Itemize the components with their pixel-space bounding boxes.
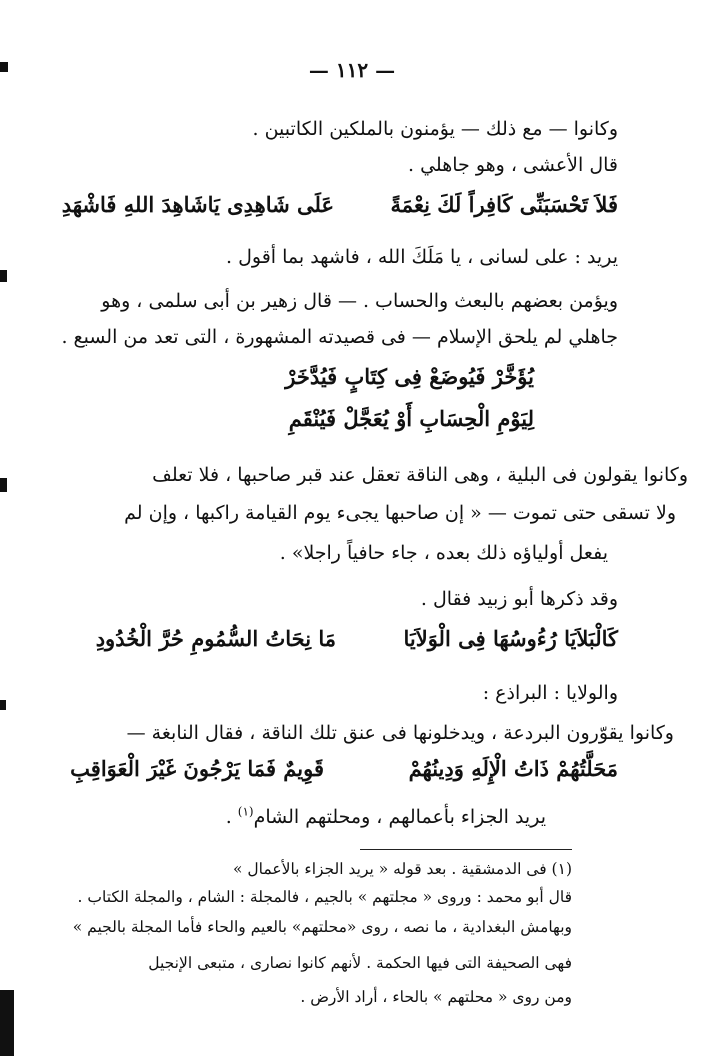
body-line-5: جاهلي لم يلحق الإسلام — فى قصيدته المشهورة ، التى تعد من السبع . bbox=[61, 326, 618, 348]
body-line-11: وكانوا يقوّرون البردعة ، ويدخلونها فى عنق تلك الناقة ، فقال النابغة — bbox=[126, 722, 674, 744]
body-line-12 bbox=[226, 802, 546, 832]
footnote-line-4: فهى الصحيفة التى فيها الحكمة . لأنهم كانوا نصارى ، متبعى الإنجيل bbox=[148, 954, 572, 972]
scan-edge-mark bbox=[0, 990, 14, 1056]
verse-1-first-hemistich: فَلاَ تَحْسَبَنِّى كَافِراً لَكَ نِعْمَةً bbox=[390, 192, 618, 217]
body-line-2: قال الأعشى ، وهو جاهلي . bbox=[408, 154, 618, 176]
footnote-separator bbox=[360, 849, 572, 850]
footnote-line-3: وبهامش البغدادية ، ما نصه ، روى «محلتهم» بالعيم والحاء فأما المجلة بالجيم » bbox=[72, 918, 572, 936]
verse-2-first-line: يُؤَخَّرْ فَيُوضَعْ فِى كِتَابٍ فَيُدَّخَرْ bbox=[285, 364, 534, 389]
scan-edge-mark bbox=[0, 478, 7, 492]
verse-4-first-hemistich: مَحَلَّتُهُمْ ذَاتُ الْإِلَهِ وَدِينُهُمْ bbox=[408, 756, 618, 781]
footnote-reference: (١) bbox=[237, 804, 254, 819]
page-number: — ١١٢ — bbox=[308, 58, 396, 82]
body-line-7: ولا تسقى حتى تموت — « إن صاحبها يجىء يوم القيامة راكبها ، وإن لم bbox=[124, 502, 676, 524]
body-line-9: وقد ذكرها أبو زبيد فقال . bbox=[420, 588, 618, 610]
body-line-6: وكانوا يقولون فى البلية ، وهى الناقة تعقل عند قبر صاحبها ، فلا تعلف bbox=[152, 464, 688, 486]
verse-2-second-line: لِيَوْمِ الْحِسَابِ أَوْ يُعَجَّلْ فَيُنْقَمِ bbox=[288, 406, 534, 431]
verse-3-second-hemistich: مَا نِحَاتُ السُّمُومِ حُرَّ الْخُدُودِ bbox=[95, 626, 336, 651]
body-line-1: وكانوا — مع ذلك — يؤمنون بالملكين الكاتبين . bbox=[252, 118, 618, 140]
footnote-line-2: قال أبو محمد : وروى « مجلتهم » بالجيم ، فالمجلة : الشام ، والمجلة الكتاب . bbox=[77, 888, 572, 906]
scan-edge-mark bbox=[0, 270, 7, 282]
body-line-12-text: يريد الجزاء بأعمالهم ، ومحلتهم الشام bbox=[253, 806, 546, 828]
footnote-line-5: ومن روى « محلتهم » بالحاء ، أراد الأرض . bbox=[300, 988, 572, 1006]
scan-edge-mark bbox=[0, 62, 8, 72]
scan-edge-mark bbox=[0, 700, 6, 710]
body-line-3: يريد : على لسانى ، يا مَلَكَ الله ، فاشهد بما أقول . bbox=[226, 246, 618, 268]
footnote-line-1: (١) فى الدمشقية . بعد قوله « يريد الجزاء بالأعمال » bbox=[233, 860, 572, 878]
body-line-12-end: . bbox=[225, 806, 238, 828]
verse-4-second-hemistich: قَوِيمٌ فَمَا يَرْجُونَ غَيْرَ الْعَوَاقِبِ bbox=[70, 756, 324, 781]
body-line-8: يفعل أولياؤه ذلك بعده ، جاء حافياً راجلا» . bbox=[279, 542, 608, 564]
body-line-10: والولايا : البراذع : bbox=[482, 682, 618, 704]
verse-1-second-hemistich: عَلَى شَاهِدِى يَاشَاهِدَ اللهِ فَاشْهَدِ bbox=[61, 192, 334, 217]
body-line-4: ويؤمن بعضهم بالبعث والحساب . — قال زهير بن أبى سلمى ، وهو bbox=[101, 290, 618, 312]
verse-3-first-hemistich: كَالْبَلاَيَا رُءُوسُهَا فِى الْوَلاَيَا bbox=[403, 626, 618, 651]
